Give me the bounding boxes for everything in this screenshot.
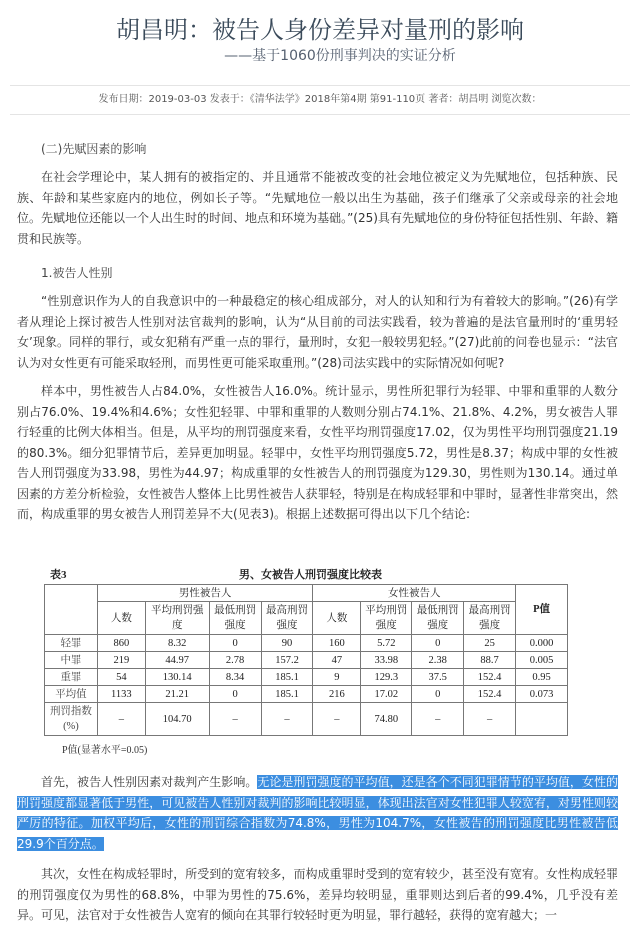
cell: 25 — [464, 635, 516, 652]
sub-heading-gender: 1.被告人性别 — [41, 266, 113, 280]
cell: 47 — [313, 652, 361, 669]
table-number: 表3 — [50, 569, 67, 581]
cell: 37.5 — [412, 669, 464, 686]
table-row — [45, 669, 568, 686]
selected-text-highlight[interactable]: 无论是刑罚强度的平均值，还是各个不同犯罪情节的平均值，女性的刑罚强度都显著低于男性，可见被告人性别对裁判的影响比较明显，体现出法官对女性犯罪人较宽宥，对男性则较严厉的特征。加权平均后，女性的刑罚综合指数为74.8%，男性为104.7%，女性被告的刑罚强度比男性被告低29.9个百分点。 — [17, 775, 618, 851]
cell: – — [412, 703, 464, 736]
group-header-female: 女性被告人 — [313, 585, 516, 602]
col-header-min: 最低刑罚强度 — [209, 602, 261, 635]
cell: 33.98 — [361, 652, 412, 669]
cell: 8.32 — [145, 635, 209, 652]
cell: 160 — [313, 635, 361, 652]
table-caption — [44, 566, 604, 584]
col-header-avg: 平均刑罚强度 — [361, 602, 412, 635]
table-row — [45, 703, 568, 736]
cell: 185.1 — [261, 669, 313, 686]
cell: 5.72 — [361, 635, 412, 652]
row-label: 中罪 — [45, 652, 98, 669]
cell: 0 — [412, 686, 464, 703]
cell: 17.02 — [361, 686, 412, 703]
row-label: 轻罪 — [45, 635, 98, 652]
col-header-avg: 平均刑罚强度 — [145, 602, 209, 635]
row-label: 刑罚指数(%) — [45, 703, 98, 736]
pvalue-cell — [516, 703, 568, 736]
cell: – — [313, 703, 361, 736]
cell: 0 — [209, 635, 261, 652]
cell: 104.70 — [145, 703, 209, 736]
pvalue-cell: 0.073 — [516, 686, 568, 703]
group-header-male: 男性被告人 — [97, 585, 313, 602]
article-title: 胡昌明：被告人身份差异对量刑的影响 — [116, 16, 524, 44]
row-label: 平均值 — [45, 686, 98, 703]
meta-divider-bottom — [10, 114, 630, 115]
cell: 74.80 — [361, 703, 412, 736]
cell: 8.34 — [209, 669, 261, 686]
table-row — [45, 686, 568, 703]
cell: 185.1 — [261, 686, 313, 703]
cell: – — [464, 703, 516, 736]
cell: 157.2 — [261, 652, 313, 669]
cell: 216 — [313, 686, 361, 703]
cell: 860 — [97, 635, 145, 652]
col-header-count: 人数 — [313, 602, 361, 635]
cell: 44.97 — [145, 652, 209, 669]
corner-cell — [45, 585, 98, 635]
paragraph-gender-intro: “性别意识作为人的自我意识中的一种最稳定的核心组成部分，对人的认知和行为有着较大的影响。”(26)有学者从理论上探讨被告人性别对法官裁判的影响，认为“从目前的司法实践看，较为普遍的是法官量刑时的‘重男轻女’现象。同样的罪行，或女犯稍有严重一点的罪行，量刑时，女犯一般较男犯轻。”(27)此前的问卷也显示：“法官认为对女性更有可能采取轻刑，而男性更可能采取重刑。”(28)司法实践中的实际情况如何呢? — [17, 294, 618, 370]
table-row — [45, 635, 568, 652]
cell: 129.3 — [361, 669, 412, 686]
cell: 2.78 — [209, 652, 261, 669]
cell: 90 — [261, 635, 313, 652]
paragraph-conclusion-2: 其次，女性在构成轻罪时，所受到的宽宥较多，而构成重罪时受到的宽宥较少，甚至没有宽宥。女性构成轻罪的刑罚强度仅为男性的68.8%，中罪为男性的75.6%，差异均较明显，重罪则达到后者的99.4%，几乎没有差异。可见，法官对于女性被告人宽宥的倾向在其罪行较轻时更为明显，罪行越轻，获得的宽宥越大；一 — [17, 867, 618, 922]
section-heading: (二)先赋因素的影响 — [41, 142, 147, 156]
cell: 2.38 — [412, 652, 464, 669]
cell: – — [209, 703, 261, 736]
cell: 9 — [313, 669, 361, 686]
paragraph-ascribed-status: 在社会学理论中，某人拥有的被指定的、并且通常不能被改变的社会地位被定义为先赋地位，包括种族、民族、年龄和某些家庭内的地位，例如长子等。“先赋地位一般以出生为基础，孩子们继承了父亲或母亲的社会地位。先赋地位还能以一个人出生时的时间、地点和环境为基础。”(25)具有先赋地位的身份特征包括性别、年龄、籍贯和民族等。 — [17, 170, 618, 246]
cell: – — [261, 703, 313, 736]
paragraph-sample-stats: 样本中，男性被告人占84.0%，女性被告人16.0%。统计显示，男性所犯罪行为轻罪、中罪和重罪的人数分别占76.0%、19.4%和4.6%；女性犯轻罪、中罪和重罪的人数则分别占74.1%、21.8%、4.2%，男女被告人罪行轻重的比例大体相当。但是，从平均的刑罚强度来看，女性平均刑罚强度17.02，仅为男性平均刑罚强度21.19的80.3%。细分犯罪情节后，差异更加明显。轻罪中，女性平均刑罚强度5.72，男性是8.37；构成中罪的女性被告人刑罚强度为33.98，男性为44.97；构成重罪的女性被告人的刑罚强度为129.30，男性则为130.14。通过单因素的方差分析检验，女性被告人整体上比男性被告人获罪轻，特别是在构成轻罪和中罪时，显著性非常突出，然而，构成重罪的男女被告人刑罚差异不大(见表3)。根据上述数据可得出以下几个结论: — [17, 384, 618, 521]
row-label: 重罪 — [45, 669, 98, 686]
table-row — [45, 652, 568, 669]
paragraph-conclusion-1[interactable] — [17, 772, 618, 854]
cell: 152.4 — [464, 669, 516, 686]
col-header-count: 人数 — [97, 602, 145, 635]
col-header-min: 最低刑罚强度 — [412, 602, 464, 635]
col-header-max: 最高刑罚强度 — [464, 602, 516, 635]
sentencing-comparison-table — [44, 584, 568, 736]
article-meta: 发布日期：2019-03-03 发表于：《清华法学》2018年第4期 第91-110页 著者：胡昌明 浏览次数： — [98, 94, 542, 105]
cell: 0 — [412, 635, 464, 652]
table-note: P值(显著水平=0.05) — [62, 745, 148, 756]
cell: 219 — [97, 652, 145, 669]
table-title: 男、女被告人刑罚强度比较表 — [239, 569, 382, 581]
cell: – — [97, 703, 145, 736]
cell: 88.7 — [464, 652, 516, 669]
article-header — [0, 0, 640, 66]
cell: 1133 — [97, 686, 145, 703]
article-body — [0, 139, 640, 525]
pvalue-cell: 0.000 — [516, 635, 568, 652]
cell: 130.14 — [145, 669, 209, 686]
pvalue-cell: 0.005 — [516, 652, 568, 669]
col-header-max: 最高刑罚强度 — [261, 602, 313, 635]
conclusion-1-plain: 首先，被告人性别因素对裁判产生影响。 — [41, 775, 258, 789]
cell: 152.4 — [464, 686, 516, 703]
cell: 21.21 — [145, 686, 209, 703]
cell: 0 — [209, 686, 261, 703]
table-3 — [44, 566, 604, 756]
article-body-lower — [17, 772, 618, 926]
article-subtitle: ——基于1060份刑事判决的实证分析 — [224, 48, 456, 64]
cell: 54 — [97, 669, 145, 686]
pvalue-header: P值 — [516, 585, 568, 635]
pvalue-cell: 0.95 — [516, 669, 568, 686]
